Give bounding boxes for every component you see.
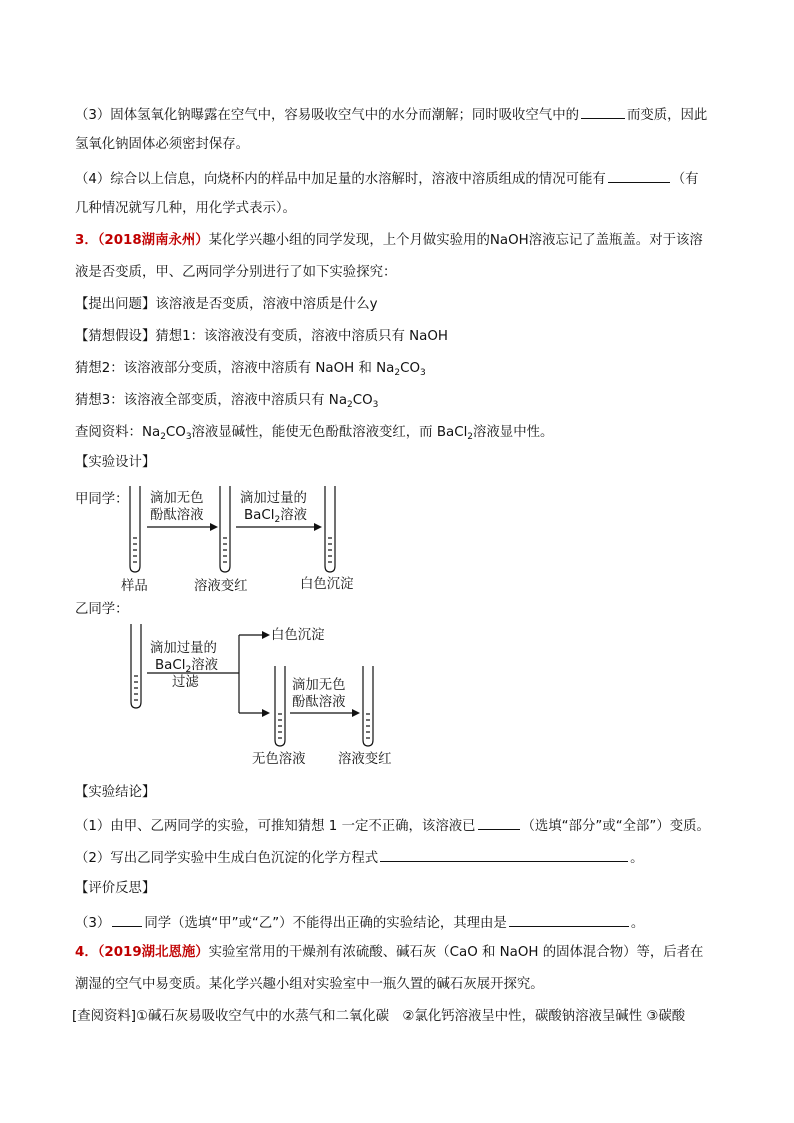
ref-text-c: 溶液显碱性，能使无色酚酞溶液变红，而 BaCl (191, 425, 468, 440)
label-yi-step1-filter: 过滤 (172, 675, 199, 690)
formula-suffix: 溶液 (191, 658, 218, 673)
label-jia-step1-b: 酚酞溶液 (150, 508, 204, 523)
label-yi: 乙同学： (75, 602, 129, 617)
q3-reflect-heading: 【评价反思】 (75, 881, 156, 896)
c3-text-a: （3） (75, 916, 111, 931)
c1-text-b: （选填“部分”或“全部”）变质。 (521, 819, 710, 834)
q3-intro-line2: 液是否变质，甲、乙两同学分别进行了如下实验探究： (75, 265, 397, 280)
arrowhead (262, 709, 270, 717)
subscript: 3 (372, 400, 379, 410)
ref-text-a: 查阅资料：Na (75, 425, 161, 440)
q4-number: 4． (75, 945, 98, 960)
q3-question: 【提出问题】该溶液是否变质，溶液中溶质是什么y (75, 297, 378, 312)
label-white-1: 白色沉淀 (300, 577, 354, 592)
label-red-1: 溶液变红 (194, 579, 248, 594)
label-yi-step1-b (155, 657, 218, 674)
label-jia-step2-b (244, 507, 307, 524)
label-jia-step2-a: 滴加过量的 (240, 491, 307, 506)
label-yi-step1-a: 滴加过量的 (150, 641, 217, 656)
subscript: 2 (274, 515, 281, 525)
q3-conclusion-heading: 【实验结论】 (75, 785, 156, 800)
q3-conclusion-1 (75, 815, 710, 836)
test-tube-yi-sample (131, 624, 141, 708)
c3-text-b: 同学（选填“甲”或“乙”）不能得出正确的实验结论，其理由是 (144, 916, 507, 931)
test-tube-sample (130, 486, 140, 572)
arrowhead (352, 709, 360, 717)
arrowhead (314, 523, 322, 531)
arrowhead (262, 631, 270, 639)
q4-intro-line1 (75, 944, 703, 962)
q4-source: （2019湖北恩施） (97, 945, 209, 960)
label-jia-step1-a: 滴加无色 (150, 491, 204, 506)
answer-blank[interactable] (380, 847, 628, 862)
q2-part3-text-b: 而变质，因此 (626, 108, 708, 123)
label-sample: 样品 (121, 579, 148, 594)
c1-text-a: （1）由甲、乙两同学的实验，可推知猜想 1 一定不正确，该溶液已 (75, 819, 476, 834)
subscript: 2 (160, 432, 166, 442)
test-tube-white (325, 486, 335, 572)
q2-part3-text-a: （3）固体氢氧化钠曝露在空气中，容易吸收空气中的水分而潮解；同时吸收空气中的 (75, 108, 579, 123)
c2-text-a: （2）写出乙同学实验中生成白色沉淀的化学方程式 (75, 851, 379, 866)
test-tube-colorless (275, 666, 285, 746)
ref-text-d: 溶液显中性。 (473, 425, 554, 440)
q2-part4-line2: 几种情况就写几种，用化学式表示）。 (75, 201, 296, 216)
q4-reference: [查阅资料]①碱石灰易吸收空气中的水蒸气和二氧化碳 ②氯化钙溶液呈中性，碳酸钠溶液呈碱性 ③碳酸 (72, 1009, 686, 1024)
label-white-2: 白色沉淀 (271, 628, 325, 643)
subscript: 2 (185, 665, 192, 675)
label-colorless: 无色溶液 (252, 752, 306, 767)
label-yi-step2-b: 酚酞溶液 (292, 695, 346, 710)
q4-intro-line2: 潮湿的空气中易变质。某化学兴趣小组对实验室中一瓶久置的碱石灰展开探究。 (75, 977, 544, 992)
test-tube-red (220, 486, 230, 572)
hyp3-text: 猜想3：该溶液全部变质，溶液中溶质只有 Na (75, 393, 348, 408)
q2-part4-text-b: （有 (671, 172, 699, 187)
subscript: 2 (394, 368, 401, 378)
q3-number: 3． (75, 233, 98, 248)
answer-blank[interactable] (478, 815, 520, 830)
answer-blank[interactable] (509, 912, 629, 927)
formula-suffix: 溶液 (280, 508, 307, 523)
hyp3-formula: CO (352, 393, 373, 408)
q3-source: （2018湖南永州） (97, 233, 209, 248)
q3-intro-text: 某化学兴趣小组的同学发现，上个月做实验用的NaOH溶液忘记了盖瓶盖。对于该溶 (208, 233, 703, 248)
arrowhead (210, 523, 218, 531)
label-yi-step2-a: 滴加无色 (292, 678, 346, 693)
subscript: 2 (347, 400, 353, 410)
subscript: 2 (467, 432, 474, 442)
q3-hypothesis-1: 【猜想假设】猜想1：该溶液没有变质，溶液中溶质只有 NaOH (75, 329, 448, 344)
q2-part4-text-a: （4）综合以上信息，向烧杯内的样品中加足量的水溶解时，溶液中溶质组成的情况可能有 (75, 172, 606, 187)
q3-conclusion-3 (75, 912, 644, 933)
subscript: 3 (185, 432, 192, 442)
label-red-2: 溶液变红 (338, 752, 392, 767)
test-tube-red-2 (363, 666, 373, 746)
q3-conclusion-2 (75, 847, 644, 868)
q4-intro-text: 实验室常用的干燥剂有浓硫酸、碱石灰（CaO 和 NaOH 的固体混合物）等，后者在 (208, 945, 704, 960)
ref-text-b: CO (165, 425, 186, 440)
subscript: 3 (420, 368, 426, 378)
hyp2-formula: CO (400, 361, 420, 376)
hyp2-text: 猜想2：该溶液部分变质，溶液中溶质有 NaOH 和 Na (75, 361, 395, 376)
q3-design-heading: 【实验设计】 (75, 455, 156, 470)
c2-text-b: 。 (630, 851, 644, 866)
label-jia: 甲同学： (75, 492, 129, 507)
answer-blank[interactable] (112, 912, 142, 927)
q2-part3-line2: 氢氧化钠固体必须密封保存。 (75, 137, 250, 152)
c3-text-c: 。 (630, 916, 645, 931)
formula: BaCl (155, 658, 186, 673)
formula: BaCl (244, 508, 275, 523)
